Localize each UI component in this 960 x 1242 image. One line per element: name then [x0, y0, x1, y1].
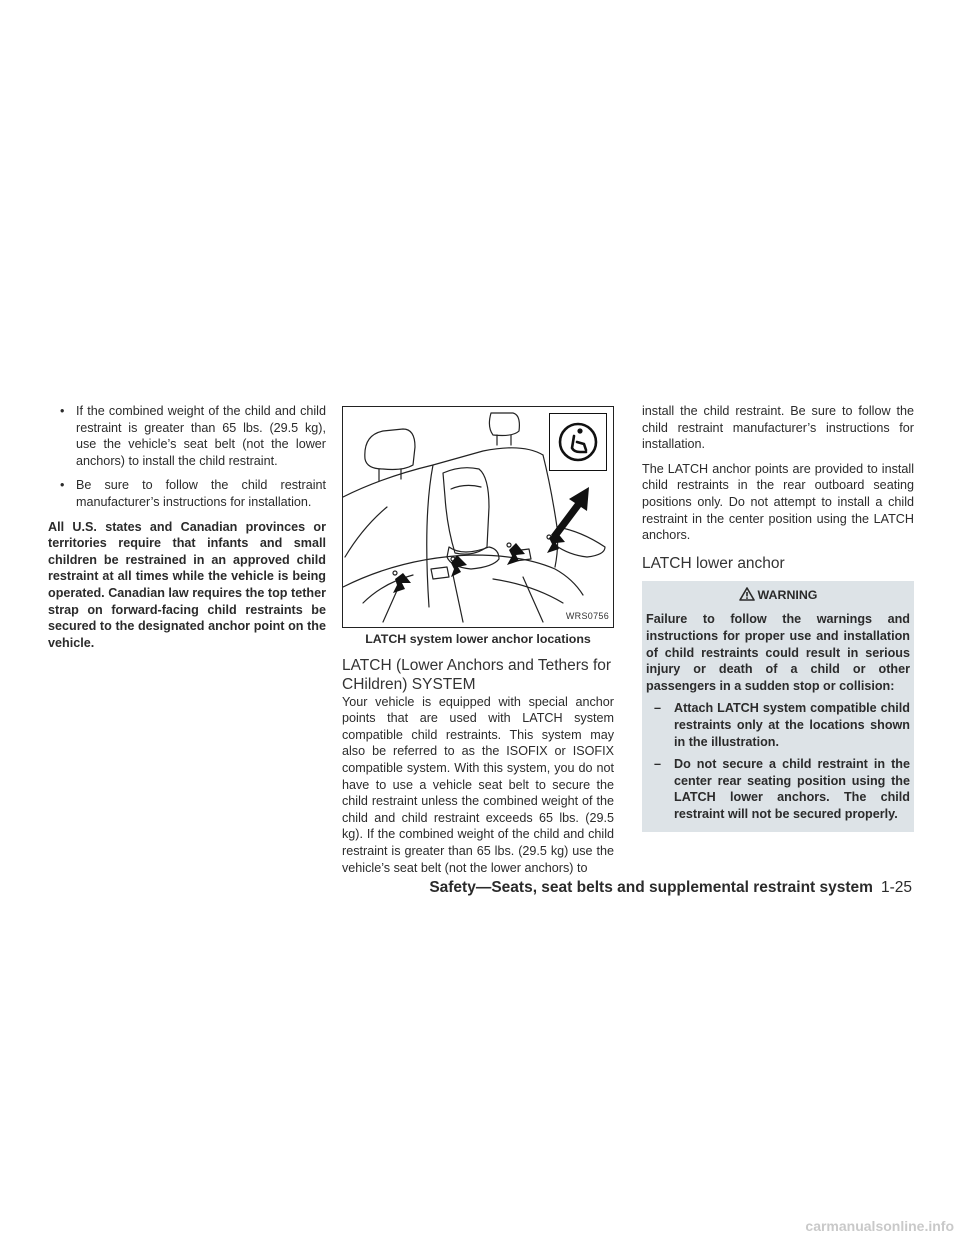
warning-icon: [739, 587, 755, 601]
figure-caption: LATCH system lower anchor locations: [365, 632, 591, 646]
list-item: – Attach LATCH system compatible child restraints only at the locations shown in the illustration.: [654, 701, 910, 749]
footer-section-title: Safety—Seats, seat belts and supplemental restraint system: [429, 879, 873, 896]
child-seat-icon: [549, 413, 607, 471]
middle-column: [342, 406, 614, 876]
latch-anchor-illustration: [342, 406, 614, 628]
page-footer: [429, 879, 912, 897]
warning-intro: Failure to follow the warnings and instructions for proper use and installation of child restraints could result in serious injury or death of a child or other passengers in a sudden stop or collision:: [646, 612, 910, 693]
left-column: [48, 403, 326, 651]
list-item: • Be sure to follow the child restraint manufacturer’s instructions for installation.: [60, 478, 326, 509]
warning-title: WARNING: [646, 587, 910, 604]
section-heading: LATCH lower anchor: [642, 554, 785, 572]
legal-notice: All U.S. states and Canadian provinces or territories require that infants and small children be restrained in an approved child restraint at all times while the vehicle is being operated. Canadian law requires the top tether strap on forward-facing child restraints be secured to the designated anchor point on the vehicle.: [48, 519, 326, 650]
watermark: carmanualsonline.info: [805, 1218, 954, 1234]
list-item: • If the combined weight of the child and child restraint is greater than 65 lbs. (29.5 kg), use the vehicle’s seat belt (not the lower anchors) to install the child restraint.: [60, 404, 326, 468]
body-paragraph: The LATCH anchor points are provided to install child restraints in the rear outboard seating positions only. Do not attempt to install a child restraint in the center position using the LATCH anchors.: [642, 461, 914, 543]
page-number: 1-25: [880, 879, 912, 896]
body-paragraph: Your vehicle is equipped with special anchor points that are used with LATCH system compatible child restraints. This system may also be referred to as the ISOFIX or ISOFIX compatible system. With this system, you do not have to use a vehicle seat belt to secure the child restraint unless the combined weight of the child and child restraint exceeds 65 lbs. (29.5 kg). If the combined weight of the child and child restraint is greater than 65 lbs. (29.5 kg) use the vehicle’s seat belt (not the lower anchors) to: [342, 694, 614, 875]
list-item: – Do not secure a child restraint in the center rear seating position using the LATCH lower anchors. The child restraint will not be secured properly.: [654, 757, 910, 821]
warning-box: [642, 581, 914, 833]
figure-code: WRS0756: [565, 611, 609, 622]
right-column: [642, 403, 914, 832]
body-paragraph: install the child restraint. Be sure to follow the child restraint manufacturer’s instructions for installation.: [642, 404, 914, 452]
section-heading: LATCH (Lower Anchors and Tethers for CHildren) SYSTEM: [342, 656, 612, 693]
